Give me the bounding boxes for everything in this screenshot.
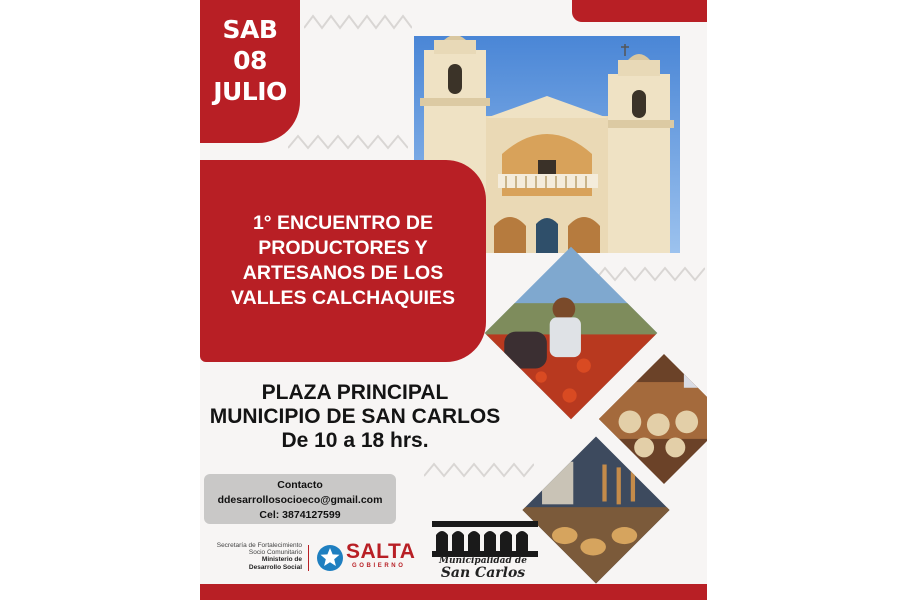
salta-star-icon bbox=[316, 544, 344, 572]
gobierno-text: GOBIERNO bbox=[352, 563, 406, 569]
zigzag-decoration bbox=[595, 262, 705, 286]
contact-phone[interactable]: Cel: 3874127599 bbox=[259, 509, 341, 521]
event-poster bbox=[200, 0, 707, 600]
secretaria-logo-text bbox=[206, 542, 302, 571]
event-hours: De 10 a 18 hrs. bbox=[281, 429, 429, 452]
location-line-1: PLAZA PRINCIPAL bbox=[261, 381, 449, 404]
bottom-accent-bar bbox=[200, 584, 707, 600]
ministerio-line-1: Ministerio de bbox=[261, 556, 302, 564]
event-location bbox=[200, 381, 510, 453]
date-day: SAB bbox=[222, 15, 278, 44]
municipalidad-building-icon bbox=[430, 517, 540, 561]
municipalidad-line-2: San Carlos bbox=[440, 565, 526, 581]
secretaria-line-1: Secretaría de Fortalecimiento bbox=[216, 542, 302, 549]
event-title-box bbox=[200, 160, 486, 362]
ministerio-line-2: Desarrollo Social bbox=[248, 563, 302, 571]
zigzag-decoration bbox=[288, 130, 408, 154]
contact-heading: Contacto bbox=[277, 479, 323, 491]
municipalidad-line-1: Municipalidad de bbox=[439, 556, 527, 566]
footer-divider bbox=[308, 545, 309, 571]
event-title: 1° ENCUENTRO DE PRODUCTORES Y ARTESANOS DE LOS VALLES CALCHAQUIES bbox=[231, 212, 455, 309]
date-badge bbox=[200, 0, 300, 143]
date-month: JULIO bbox=[213, 77, 287, 106]
zigzag-decoration bbox=[424, 458, 534, 482]
secretaria-line-2: Socio Comunitario bbox=[248, 549, 302, 557]
contact-email[interactable]: ddesarrollosocioeco@gmail.com bbox=[217, 494, 383, 506]
contact-box bbox=[204, 474, 396, 524]
salta-logo-text: SALTA bbox=[346, 540, 416, 563]
location-line-2: MUNICIPIO DE SAN CARLOS bbox=[209, 405, 501, 428]
date-number: 08 bbox=[233, 46, 267, 75]
zigzag-decoration bbox=[304, 10, 412, 34]
top-accent-bar bbox=[572, 0, 707, 22]
